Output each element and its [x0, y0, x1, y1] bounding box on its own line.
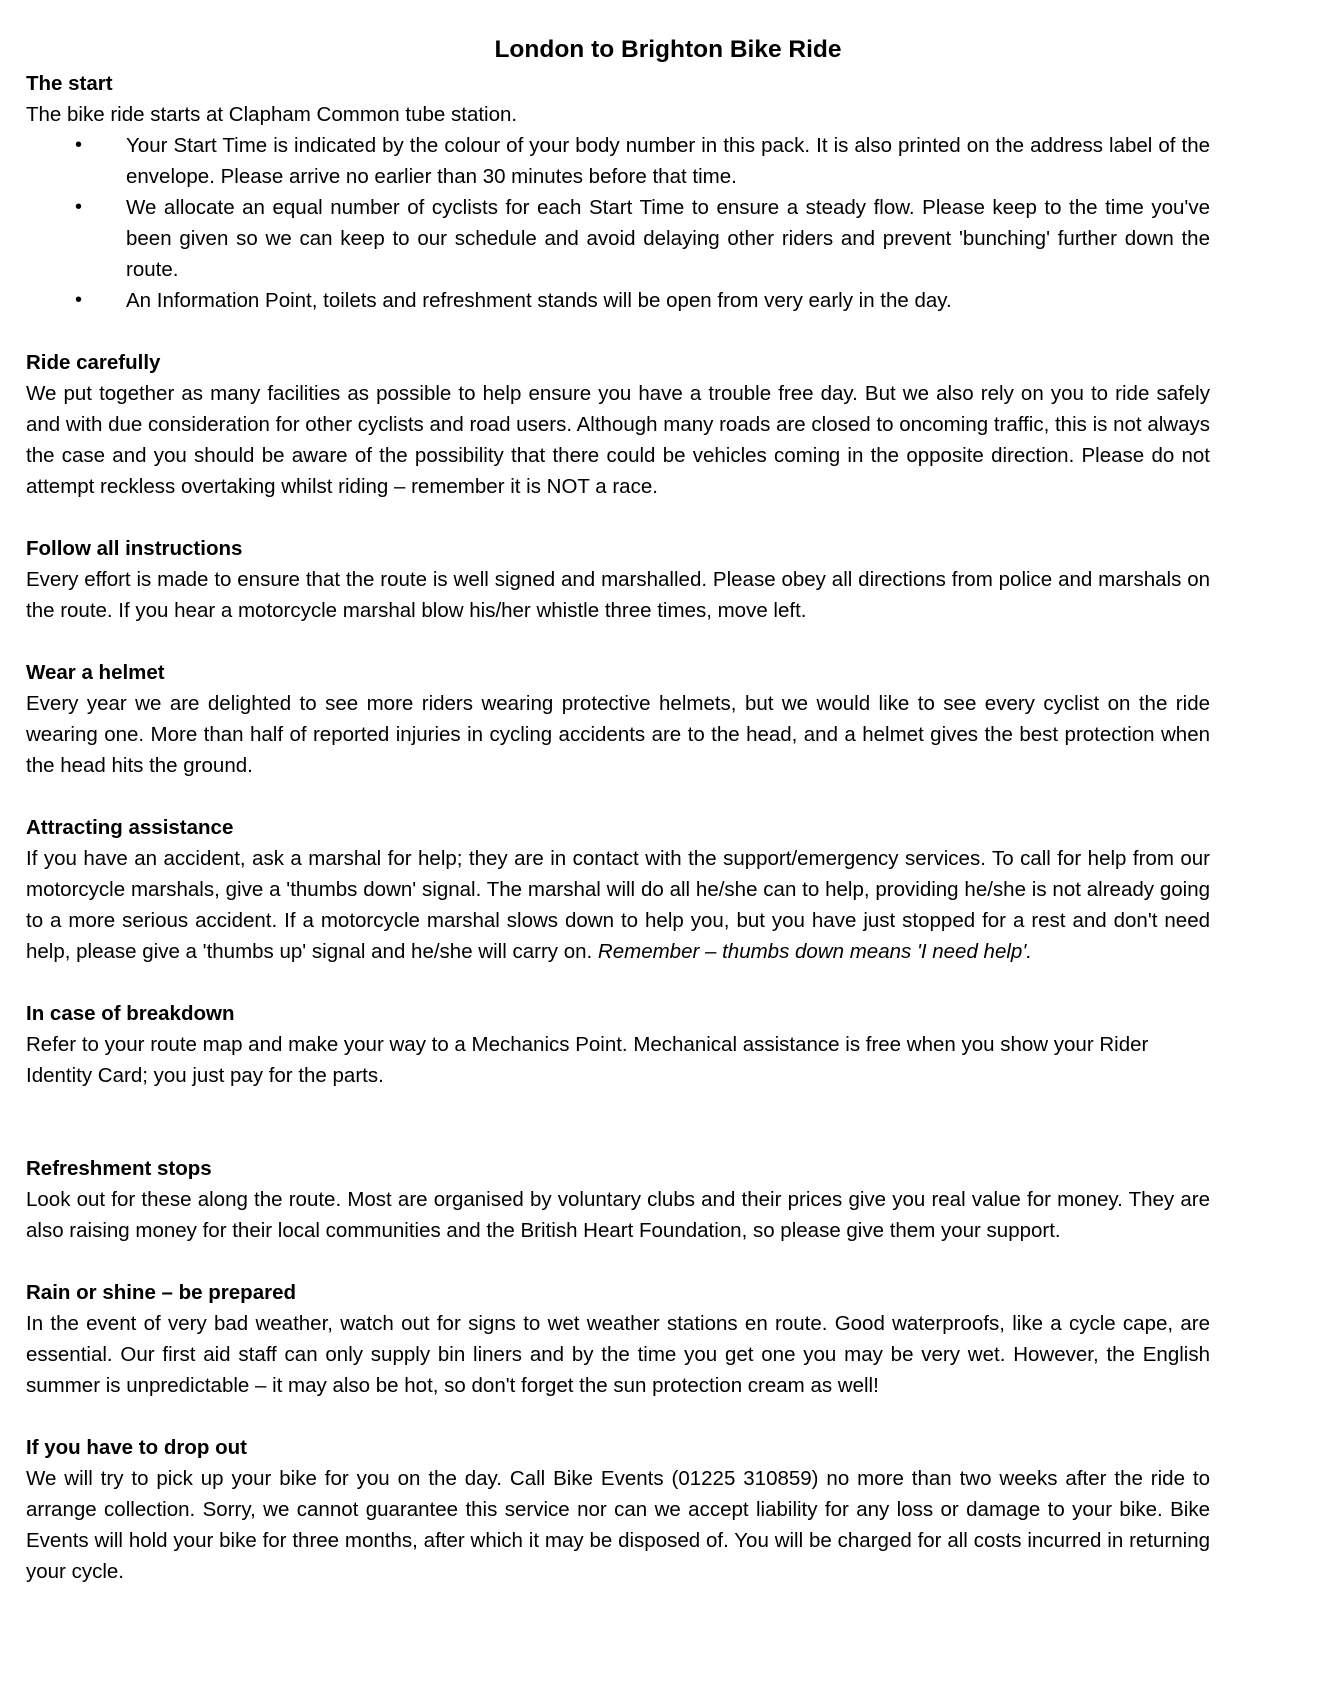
bullet-text: We allocate an equal number of cyclists for each Start Time to ensure a steady flow. Please keep to the time you've been given so we can keep to our schedule and avoid delaying other riders and prevent 'bunching' further down the route.: [126, 196, 1210, 281]
bullet-item: [26, 130, 1210, 192]
section-body: We put together as many facilities as possible to help ensure you have a trouble free day. But we also rely on you to ride safely and with due consideration for other cyclists and road users. Although many roads are closed to oncoming traffic, this is not always the case and you should be aware of the possibility that there could be vehicles coming in the opposite direction. Please do not attempt reckless overtaking whilst riding – remember it is NOT a race.: [26, 382, 1210, 498]
section-body: Every effort is made to ensure that the route is well signed and marshalled. Please obey all directions from police and marshals on the route. If you hear a motorcycle marshal blow his/her whistle three times, move left.: [26, 568, 1210, 622]
section-body: We will try to pick up your bike for you on the day. Call Bike Events (01225 310859) no more than two weeks after the ride to arrange collection. Sorry, we cannot guarantee this service nor can we accept liability for any loss or damage to your bike. Bike Events will hold your bike for three months, after which it may be disposed of. You will be charged for all costs incurred in returning your cycle.: [26, 1467, 1210, 1583]
section-body: In the event of very bad weather, watch out for signs to wet weather stations en route. Good waterproofs, like a cycle cape, are essential. Our first aid staff can only supply bin liners and by the time you get one you may be very wet. However, the English summer is unpredictable – it may also be hot, so don't forget the sun protection cream as well!: [26, 1312, 1210, 1397]
bullet-text: Your Start Time is indicated by the colour of your body number in this pack. It is also printed on the address label of the envelope. Please arrive no earlier than 30 minutes before that time.: [126, 134, 1210, 188]
section-body-text: If you have an accident, ask a marshal for help; they are in contact with the support/emergency services. To call for help from our motorcycle marshals, give a 'thumbs down' signal. The marshal will do all he/she can to help, providing he/she is not already going to a more serious accident. If a motorcycle marshal slows down to help you, but you have just stopped for a rest and don't need help, please give a 'thumbs up' signal and he/she will carry on.: [26, 847, 1210, 963]
section-heading: Follow all instructions: [26, 537, 243, 560]
bullet-icon: •: [75, 289, 83, 311]
section-heading: Attracting assistance: [26, 816, 234, 839]
bullet-icon: •: [75, 134, 83, 156]
section-breakdown: [26, 998, 1210, 1091]
section-ride-carefully: [26, 347, 1210, 502]
bullet-icon: •: [75, 196, 83, 218]
bullet-item: [26, 285, 1210, 316]
section-refreshment-stops: [26, 1153, 1210, 1246]
section-drop-out: [26, 1432, 1210, 1587]
section-heading: The start: [26, 72, 113, 95]
section-heading: If you have to drop out: [26, 1436, 247, 1459]
bullet-list: [26, 130, 1210, 316]
section-heading: Refreshment stops: [26, 1157, 212, 1180]
section-body: Every year we are delighted to see more riders wearing protective helmets, but we would like to see every cyclist on the ride wearing one. More than half of reported injuries in cycling accidents are to the head, and a helmet gives the best protection when the head hits the ground.: [26, 692, 1210, 777]
section-follow-instructions: [26, 533, 1210, 626]
document-title: London to Brighton Bike Ride: [494, 36, 842, 63]
section-heading: In case of breakdown: [26, 1002, 235, 1025]
section-emphasis: Remember – thumbs down means 'I need help'.: [597, 940, 1032, 963]
bullet-text: An Information Point, toilets and refreshment stands will be open from very early in the day.: [126, 289, 952, 312]
section-heading: Ride carefully: [26, 351, 161, 374]
bullet-item: [26, 192, 1210, 285]
section-attracting-assistance: [26, 812, 1210, 967]
section-intro: The bike ride starts at Clapham Common tube station.: [26, 103, 518, 126]
section-body: Refer to your route map and make your way to a Mechanics Point. Mechanical assistance is free when you show your Rider Identity Card; you just pay for the parts.: [26, 1033, 1149, 1087]
section-heading: Rain or shine – be prepared: [26, 1281, 296, 1304]
section-wear-helmet: [26, 657, 1210, 781]
section-rain-or-shine: [26, 1277, 1210, 1401]
section-body: [26, 843, 1210, 967]
section-the-start: [26, 68, 1210, 316]
section-heading: Wear a helmet: [26, 661, 165, 684]
section-body: Look out for these along the route. Most are organised by voluntary clubs and their prices give you real value for money. They are also raising money for their local communities and the British Heart Foundation, so please give them your support.: [26, 1188, 1210, 1242]
